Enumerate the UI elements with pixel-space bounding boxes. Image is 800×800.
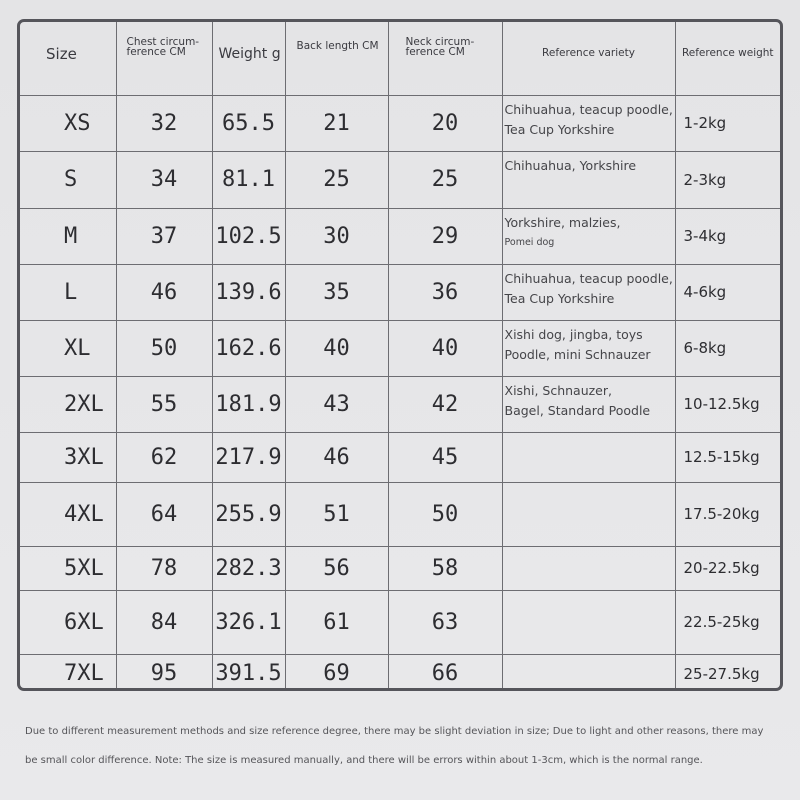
variety-line-1: Yorkshire, malzies, bbox=[504, 214, 621, 230]
cell-neck: 29 bbox=[388, 208, 502, 264]
cell-back-length: 46 bbox=[285, 432, 388, 482]
header-weight: Weight g bbox=[212, 22, 285, 95]
cell-chest: 34 bbox=[116, 151, 212, 208]
cell-reference-variety bbox=[502, 432, 675, 482]
cell-back-length: 51 bbox=[285, 482, 388, 546]
cell-weight: 65.5 bbox=[212, 95, 285, 151]
variety-line-2: Bagel, Standard Poodle bbox=[504, 402, 651, 418]
cell-reference-variety bbox=[502, 376, 675, 432]
cell-back-length: 61 bbox=[285, 590, 388, 654]
cell-back-length: 21 bbox=[285, 95, 388, 151]
header-back-length: Back length CM bbox=[285, 22, 388, 95]
cell-reference-variety bbox=[502, 654, 675, 691]
variety-line-1: Xishi dog, jingba, toys bbox=[504, 326, 643, 342]
cell-reference-weight: 10-12.5kg bbox=[675, 376, 780, 432]
variety-line-1: Chihuahua, teacup poodle, bbox=[504, 101, 673, 117]
cell-weight: 81.1 bbox=[212, 151, 285, 208]
cell-back-length: 69 bbox=[285, 654, 388, 691]
variety-line-2: Poodle, mini Schnauzer bbox=[504, 346, 651, 362]
cell-size: 4XL bbox=[20, 482, 116, 546]
cell-size: 6XL bbox=[20, 590, 116, 654]
cell-reference-variety bbox=[502, 95, 675, 151]
cell-weight: 181.9 bbox=[212, 376, 285, 432]
cell-neck: 63 bbox=[388, 590, 502, 654]
cell-back-length: 35 bbox=[285, 264, 388, 320]
cell-weight: 139.6 bbox=[212, 264, 285, 320]
cell-neck: 45 bbox=[388, 432, 502, 482]
cell-neck: 20 bbox=[388, 95, 502, 151]
disclaimer-line-2: be small color difference. Note: The size is measured manually, and there will be errors within about 1-3cm, which is the normal range. bbox=[25, 755, 703, 766]
cell-back-length: 40 bbox=[285, 320, 388, 376]
cell-size: L bbox=[20, 264, 116, 320]
variety-line-1: Chihuahua, Yorkshire bbox=[504, 157, 637, 173]
table-row bbox=[20, 590, 780, 654]
cell-reference-variety bbox=[502, 590, 675, 654]
cell-reference-variety bbox=[502, 482, 675, 546]
cell-back-length: 25 bbox=[285, 151, 388, 208]
cell-chest: 62 bbox=[116, 432, 212, 482]
cell-chest: 46 bbox=[116, 264, 212, 320]
cell-weight: 255.9 bbox=[212, 482, 285, 546]
header-reference-variety: Reference variety bbox=[502, 22, 675, 95]
cell-reference-variety bbox=[502, 151, 675, 208]
cell-weight: 326.1 bbox=[212, 590, 285, 654]
cell-reference-weight: 3-4kg bbox=[675, 208, 780, 264]
cell-reference-variety bbox=[502, 320, 675, 376]
header-reference-weight: Reference weight bbox=[675, 22, 780, 95]
table-header-row bbox=[20, 22, 780, 95]
cell-chest: 32 bbox=[116, 95, 212, 151]
cell-back-length: 30 bbox=[285, 208, 388, 264]
cell-neck: 50 bbox=[388, 482, 502, 546]
table-row bbox=[20, 320, 780, 376]
table-row bbox=[20, 546, 780, 590]
cell-chest: 55 bbox=[116, 376, 212, 432]
size-chart-table bbox=[17, 19, 783, 691]
header-neck: Neck circum- ference CM bbox=[388, 22, 502, 95]
cell-reference-weight: 2-3kg bbox=[675, 151, 780, 208]
cell-size: 5XL bbox=[20, 546, 116, 590]
cell-reference-variety bbox=[502, 546, 675, 590]
cell-chest: 37 bbox=[116, 208, 212, 264]
header-chest: Chest circum- ference CM bbox=[116, 22, 212, 95]
variety-line-1: Xishi, Schnauzer, bbox=[504, 382, 612, 398]
cell-weight: 391.5 bbox=[212, 654, 285, 691]
variety-line-2: Tea Cup Yorkshire bbox=[504, 290, 615, 306]
cell-neck: 58 bbox=[388, 546, 502, 590]
cell-size: S bbox=[20, 151, 116, 208]
cell-reference-weight: 1-2kg bbox=[675, 95, 780, 151]
cell-neck: 36 bbox=[388, 264, 502, 320]
header-size: Size bbox=[20, 22, 116, 95]
table-row bbox=[20, 654, 780, 691]
cell-reference-variety bbox=[502, 208, 675, 264]
cell-weight: 102.5 bbox=[212, 208, 285, 264]
variety-line-2: Pomei dog bbox=[504, 236, 555, 248]
cell-weight: 217.9 bbox=[212, 432, 285, 482]
table-row bbox=[20, 264, 780, 320]
cell-chest: 64 bbox=[116, 482, 212, 546]
cell-neck: 25 bbox=[388, 151, 502, 208]
table-row bbox=[20, 95, 780, 151]
cell-chest: 95 bbox=[116, 654, 212, 691]
cell-weight: 162.6 bbox=[212, 320, 285, 376]
cell-size: 7XL bbox=[20, 654, 116, 691]
cell-reference-weight: 6-8kg bbox=[675, 320, 780, 376]
cell-chest: 78 bbox=[116, 546, 212, 590]
cell-reference-weight: 17.5-20kg bbox=[675, 482, 780, 546]
cell-reference-variety bbox=[502, 264, 675, 320]
cell-back-length: 43 bbox=[285, 376, 388, 432]
cell-size: XL bbox=[20, 320, 116, 376]
cell-size: 2XL bbox=[20, 376, 116, 432]
variety-line-2: Tea Cup Yorkshire bbox=[504, 121, 615, 137]
table-row bbox=[20, 482, 780, 546]
cell-reference-weight: 4-6kg bbox=[675, 264, 780, 320]
cell-back-length: 56 bbox=[285, 546, 388, 590]
cell-size: XS bbox=[20, 95, 116, 151]
cell-size: M bbox=[20, 208, 116, 264]
cell-chest: 50 bbox=[116, 320, 212, 376]
cell-weight: 282.3 bbox=[212, 546, 285, 590]
cell-neck: 42 bbox=[388, 376, 502, 432]
table-row bbox=[20, 432, 780, 482]
cell-neck: 66 bbox=[388, 654, 502, 691]
table-row bbox=[20, 376, 780, 432]
cell-reference-weight: 20-22.5kg bbox=[675, 546, 780, 590]
cell-reference-weight: 22.5-25kg bbox=[675, 590, 780, 654]
cell-reference-weight: 12.5-15kg bbox=[675, 432, 780, 482]
variety-line-1: Chihuahua, teacup poodle, bbox=[504, 270, 673, 286]
table-row bbox=[20, 151, 780, 208]
cell-reference-weight: 25-27.5kg bbox=[675, 654, 780, 691]
cell-size: 3XL bbox=[20, 432, 116, 482]
cell-chest: 84 bbox=[116, 590, 212, 654]
cell-neck: 40 bbox=[388, 320, 502, 376]
table-row bbox=[20, 208, 780, 264]
disclaimer-line-1: Due to different measurement methods and size reference degree, there may be slight deviation in size; Due to light and other reasons, there may bbox=[25, 726, 764, 737]
